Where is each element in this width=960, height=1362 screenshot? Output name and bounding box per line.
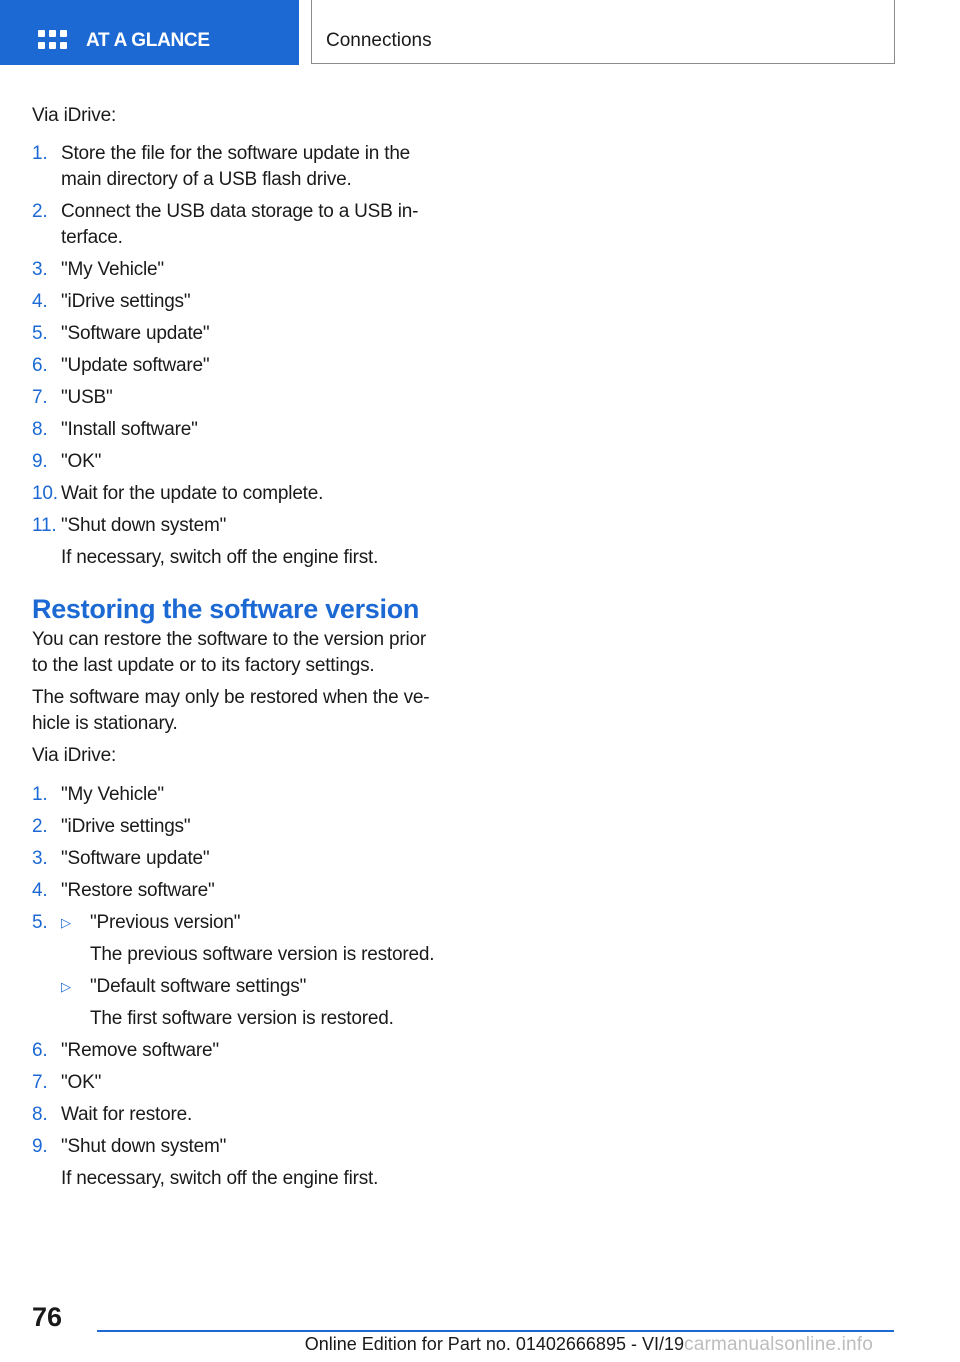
step-text: "Update software" [61,355,210,376]
step-number: 7. [32,387,48,408]
step-number: 9. [32,451,48,472]
step-number: 5. [32,323,48,344]
step-number: 4. [32,291,48,312]
step-number: 11. [32,515,57,536]
list-item [32,782,452,808]
step-text: If necessary, switch off the engine first. [61,1168,379,1189]
list-item [32,814,452,840]
header-tab-label: AT A GLANCE [86,30,210,51]
list-item [32,1134,452,1160]
list-item [32,199,452,225]
page-number: 76 [32,1302,63,1332]
step-number: 2. [32,816,48,837]
list-item [32,1166,452,1192]
list-item [32,545,452,571]
option-item [61,974,452,1032]
step-number: 1. [32,784,48,805]
list-item [32,353,452,379]
step-text: "My Vehicle" [61,259,164,280]
option-description: The previous software version is restored. [90,944,435,965]
step-number: 3. [32,259,48,280]
option-label: "Default software settings" [90,976,307,997]
watermark: carmanualsonline.info [684,1334,874,1355]
list-item [32,878,452,904]
list-item [32,289,452,315]
restore-para-1-line-1: You can restore the software to the version prior [32,629,426,650]
step-number: 2. [32,201,48,222]
step-number: 4. [32,880,48,901]
list-item [32,257,452,283]
step-number: 1. [32,143,48,164]
step-text: "Shut down system" [61,515,227,536]
footer-divider [97,1330,894,1332]
step-text: main directory of a USB flash drive. [61,169,352,190]
section-heading: Restoring the software version [32,594,420,624]
page-content [32,103,452,1192]
step-text: "USB" [61,387,113,408]
grid-menu-icon [38,30,68,52]
step-text: Connect the USB data storage to a USB in‐ [61,201,419,222]
step-text: "OK" [61,1072,102,1093]
list-item [32,513,452,539]
step-text: "Software update" [61,848,210,869]
restore-steps-list [32,782,452,1192]
list-item [32,910,452,1032]
step-text: If necessary, switch off the engine first. [61,547,379,568]
list-item [32,1070,452,1096]
step-number: 8. [32,1104,48,1125]
step-text: "OK" [61,451,102,472]
step-number: 10. [32,483,58,504]
restore-para-2-line-2: hicle is stationary. [32,713,178,734]
step-text: "Install software" [61,419,198,440]
step-text: "My Vehicle" [61,784,164,805]
step-text: Wait for restore. [61,1104,193,1125]
step-number: 7. [32,1072,48,1093]
step-text: "iDrive settings" [61,291,191,312]
list-item [32,225,452,251]
option-item [61,910,452,968]
list-item [32,481,452,507]
step-text: Store the file for the software update in the [61,143,411,164]
list-item [32,846,452,872]
list-item [32,385,452,411]
list-item [32,417,452,443]
usb-steps-list [32,141,452,571]
step-text: terface. [61,227,123,248]
step-text: "Remove software" [61,1040,219,1061]
footer-edition: Online Edition for Part no. 01402666895 - VI/19 [304,1334,684,1354]
step-text: "Restore software" [61,880,215,901]
step-text: Wait for the update to complete. [61,483,324,504]
step-number: 6. [32,355,48,376]
restore-para-1-line-2: to the last update or to its factory settings. [32,655,375,676]
list-item [32,167,452,193]
header-section-box [311,0,895,64]
list-item [32,449,452,475]
header-tab-at-a-glance[interactable] [0,0,299,65]
step-text: "Software update" [61,323,210,344]
usb-intro: Via iDrive: [32,105,117,126]
section-title: Connections [326,30,432,51]
triangle-bullet-icon: ▷ [61,979,71,994]
list-item [32,1102,452,1128]
list-item [32,1038,452,1064]
step-number: 9. [32,1136,48,1157]
list-item [32,321,452,347]
step-text: "iDrive settings" [61,816,191,837]
list-item [32,141,452,167]
option-description: The first software version is restored. [90,1008,394,1029]
step-number: 3. [32,848,48,869]
restore-para-2-line-1: The software may only be restored when the ve‐ [32,687,430,708]
restore-intro: Via iDrive: [32,745,117,766]
step-number: 8. [32,419,48,440]
step-number: 5. [32,912,48,933]
option-label: "Previous version" [90,912,241,933]
step-text: "Shut down system" [61,1136,227,1157]
triangle-bullet-icon: ▷ [61,915,71,930]
step-number: 6. [32,1040,48,1061]
